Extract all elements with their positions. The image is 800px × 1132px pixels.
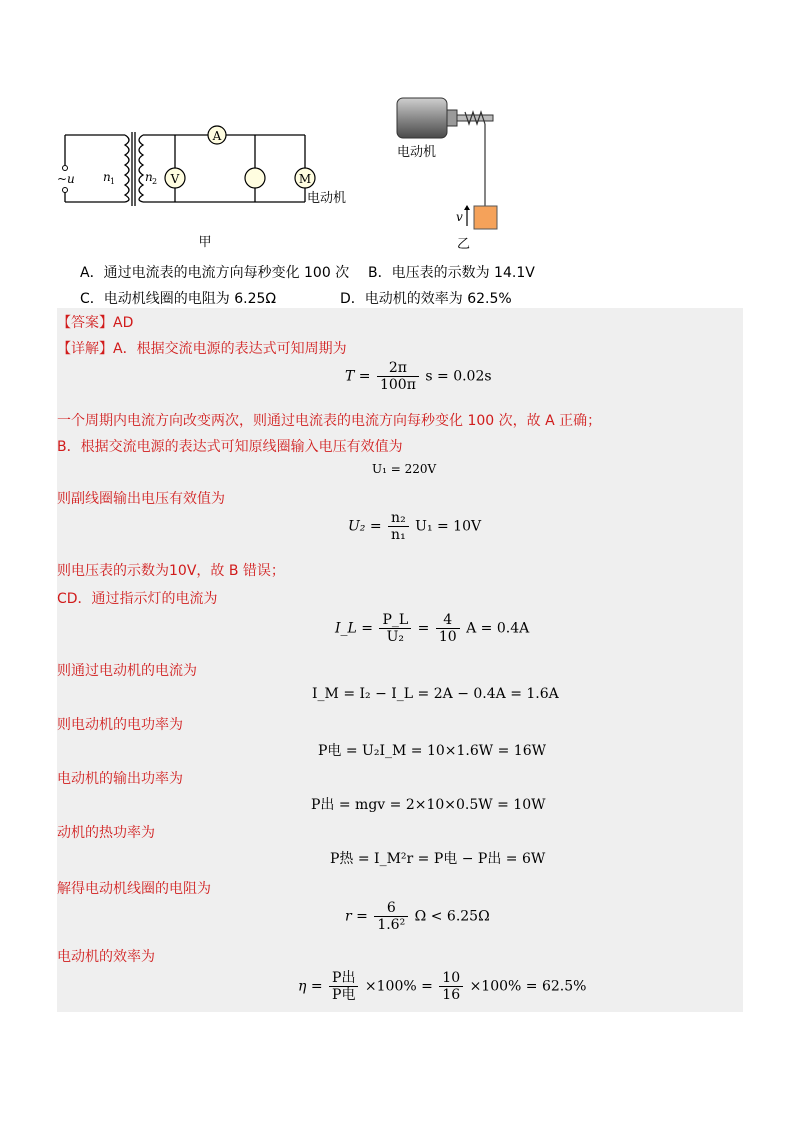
option-b: B．电压表的示数为 14.1V	[368, 265, 535, 281]
mass-block	[474, 206, 497, 229]
motor-label-yi: 电动机	[397, 145, 437, 160]
option-a: A．通过电流表的电流方向每秒变化 100 次	[80, 265, 350, 281]
detail-line-1: 【详解】A．根据交流电源的表达式可知周期为	[57, 341, 347, 357]
n2-label: n	[145, 170, 153, 184]
equation-u1: U₁ = 220V	[372, 462, 437, 476]
motor-body-icon	[397, 98, 447, 138]
source-label: ~u	[57, 172, 75, 186]
motor-symbol-label: M	[298, 172, 312, 186]
detail-line-12: 电动机的效率为	[57, 949, 155, 965]
n2-sub: 2	[152, 177, 158, 186]
detail-line-11: 解得电动机线圈的电阻为	[57, 881, 211, 897]
velocity-label: v	[456, 210, 463, 224]
motor-label-jia: 电动机	[307, 191, 347, 206]
equation-r: r = $\frac{6}{\text{1.6²}}$ Ω < 6.25Ω	[345, 900, 490, 933]
detail-line-7: 则通过电动机的电流为	[57, 663, 197, 679]
figure-yi-label: 乙	[457, 237, 471, 252]
ammeter-label: A	[212, 129, 222, 143]
option-c: C．电动机线圈的电阻为 6.25Ω	[80, 291, 277, 307]
option-d: D．电动机的效率为 62.5%	[340, 291, 512, 307]
voltmeter-label: V	[170, 172, 180, 186]
detail-line-9: 电动机的输出功率为	[57, 771, 183, 787]
detail-line-4: 则副线圈输出电压有效值为	[57, 491, 225, 507]
detail-line-8: 则电动机的电功率为	[57, 717, 183, 733]
detail-line-2: 一个周期内电流方向改变两次，则通过电流表的电流方向每秒变化 100 次，故 A 正确；	[57, 413, 602, 429]
equation-im: I_M = I₂ − I_L = 2A − 0.4A = 1.6A	[312, 686, 559, 702]
figure-jia-label: 甲	[198, 235, 212, 250]
motor-diagram	[385, 88, 535, 253]
detail-line-3: B．根据交流电源的表达式可知原线圈输入电压有效值为	[57, 439, 403, 455]
n1-sub: 1	[110, 177, 116, 186]
equation-p-elec: P电 = U₂I_M = 10×1.6W = 16W	[318, 743, 546, 759]
n1-label: n	[103, 170, 111, 184]
equation-il: I_L = $\frac{P\_L}{\text{U₂}}$ = $\frac{4}{10}$ A = 0.4A	[335, 612, 530, 645]
equation-u2: U₂ = $\frac{\text{n₂}}{\text{n₁}}$ U₁ = 10V	[348, 510, 482, 543]
equation-p-out: P出 = mgv = 2×10×0.5W = 10W	[311, 797, 546, 813]
equation-p-heat: P热 = I_M²r = P电 − P出 = 6W	[330, 851, 546, 867]
answer-line: 【答案】AD	[57, 315, 134, 331]
detail-line-6: CD．通过指示灯的电流为	[57, 591, 218, 607]
detail-line-5: 则电压表的示数为10V，故 B 错误；	[57, 563, 285, 579]
equation-period: T = $\frac{2\pi}{100\pi}$ s = 0.02s	[345, 360, 492, 393]
circuit-diagram	[55, 120, 365, 250]
detail-line-10: 动机的热功率为	[57, 825, 155, 841]
equation-efficiency: η = $\frac{\text{P出}}{\text{P电}}$ ×100% = $\frac{10}{16}$ ×100% = 62.5%	[298, 970, 587, 1003]
